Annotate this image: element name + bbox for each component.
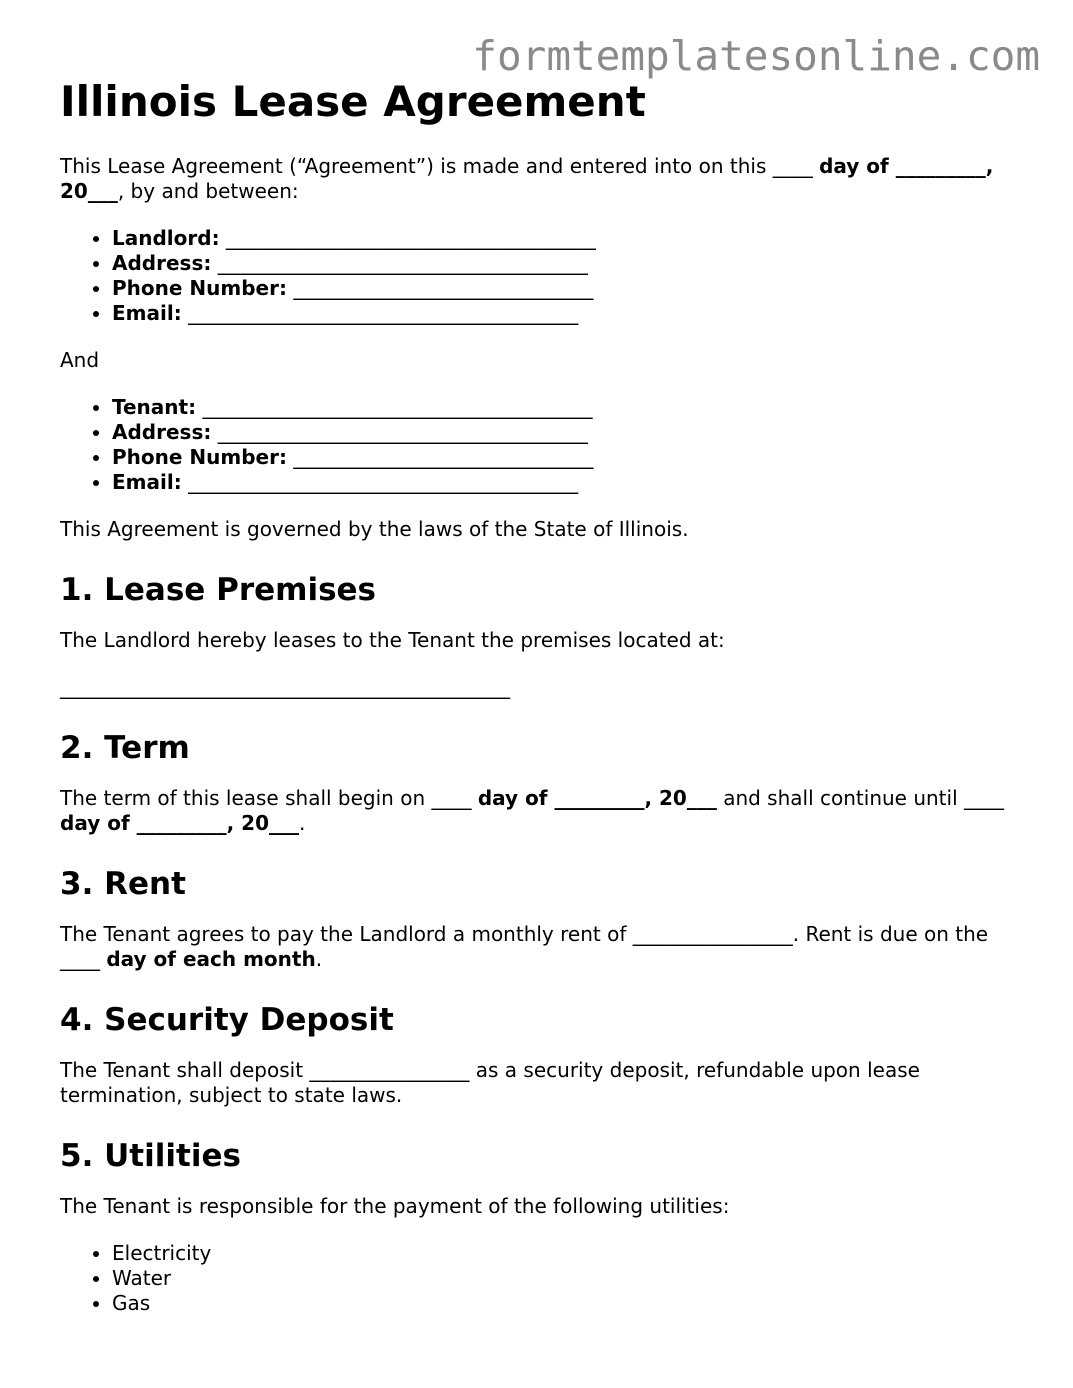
term-text-3: .	[299, 811, 306, 835]
tenant-field	[112, 470, 1020, 495]
field-blank: ______________________________	[286, 276, 594, 300]
landlord-field	[112, 251, 1020, 276]
intro-text-2: , by and between:	[117, 179, 299, 203]
field-label: Landlord:	[112, 226, 220, 250]
deposit-text: The Tenant shall deposit ________________ as a security deposit, refundable upon lease termination, subject to state laws.	[60, 1058, 920, 1107]
term-text	[60, 786, 1020, 836]
intro-date-bold: day of _________, 20___	[60, 154, 994, 203]
field-label: Email:	[112, 301, 182, 325]
field-blank: _______________________________________	[196, 395, 593, 419]
field-label: Email:	[112, 470, 182, 494]
landlord-field	[112, 226, 1020, 251]
utilities-list	[60, 1241, 1020, 1316]
term-end-bold: day of _________, 20___	[60, 811, 299, 835]
field-label: Phone Number:	[112, 276, 287, 300]
governing-law-text: This Agreement is governed by the laws of the State of Illinois.	[60, 517, 689, 541]
field-label: Tenant:	[112, 395, 197, 419]
document-page	[60, 76, 1020, 1338]
intro-paragraph	[60, 154, 1020, 204]
premises-text: The Landlord hereby leases to the Tenant the premises located at:	[60, 628, 725, 652]
field-blank: _____________________________________	[219, 226, 596, 250]
field-blank: _____________________________________	[211, 420, 588, 444]
term-text-2: and shall continue until ____	[716, 786, 1004, 810]
field-blank: _____________________________________	[211, 251, 588, 275]
field-blank: ______________________________	[286, 445, 594, 469]
rent-due-bold: day of each month	[106, 947, 316, 971]
landlord-fields-list	[60, 226, 1020, 326]
utilities-text: The Tenant is responsible for the payment of the following utilities:	[60, 1194, 730, 1218]
section-heading-premises: 1. Lease Premises	[60, 572, 376, 608]
landlord-field	[112, 276, 1020, 301]
tenant-field	[112, 395, 1020, 420]
document-title: Illinois Lease Agreement	[60, 77, 646, 126]
premises-address-blank: _____________________________________________	[60, 675, 510, 699]
field-label: Phone Number:	[112, 445, 287, 469]
rent-text-1: The Tenant agrees to pay the Landlord a monthly rent of ________________. Rent is due on the ____	[60, 922, 989, 971]
utility-item: • Water	[112, 1266, 1020, 1291]
section-heading-term: 2. Term	[60, 730, 190, 766]
field-label: Address:	[112, 420, 212, 444]
field-blank: _______________________________________	[181, 470, 579, 494]
tenant-field	[112, 420, 1020, 445]
section-heading-rent: 3. Rent	[60, 866, 186, 902]
section-heading-utilities: 5. Utilities	[60, 1138, 241, 1174]
term-text-1: The term of this lease shall begin on ____	[60, 786, 478, 810]
section-heading-deposit: 4. Security Deposit	[60, 1002, 394, 1038]
term-start-bold: day of _________, 20___	[477, 786, 717, 810]
field-blank: _______________________________________	[181, 301, 579, 325]
utility-item: • Electricity	[112, 1241, 1020, 1266]
watermark: formtemplatesonline.com	[472, 32, 1040, 80]
rent-text-2: .	[315, 947, 323, 971]
and-text: And	[60, 348, 100, 372]
rent-text	[60, 922, 1020, 972]
utility-item: • Gas	[112, 1291, 1020, 1316]
tenant-fields-list	[60, 395, 1020, 495]
intro-text-1: This Lease Agreement (“Agreement”) is made and entered into on this ____	[60, 154, 820, 178]
landlord-field	[112, 301, 1020, 326]
tenant-field	[112, 445, 1020, 470]
field-label: Address:	[112, 251, 212, 275]
